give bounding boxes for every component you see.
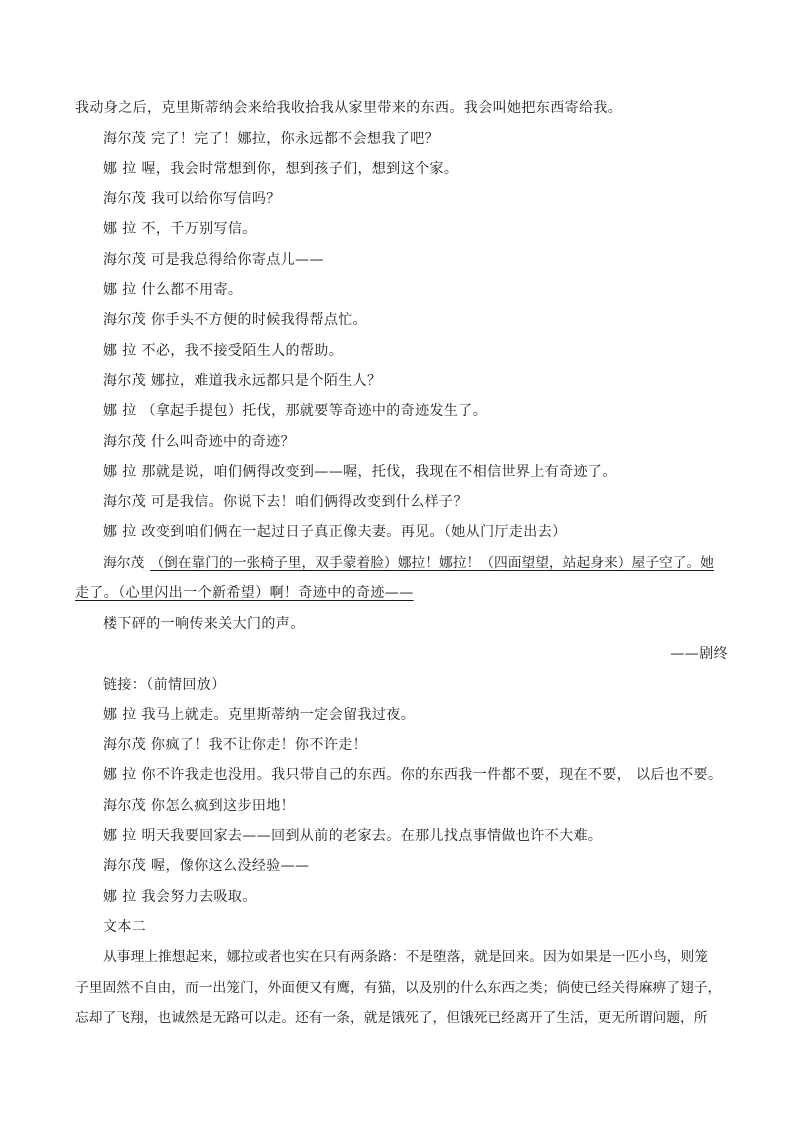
link-dialogue-line: 海尔茂 喔，像你这么没经验—— [103, 858, 310, 874]
stage-direction: 楼下砰的一响传来关大门的声。 [103, 616, 305, 632]
dialogue-line: 海尔茂 可是我信。你说下去！咱们俩得改变到什么样子？ [103, 494, 468, 510]
dialogue-line: 娜 拉 那就是说，咱们俩得改变到——喔，托伐，我现在不相信世界上有奇迹了。 [103, 464, 617, 480]
dialogue-line: 海尔茂 完了！完了！娜拉，你永远都不会想我了吧？ [103, 131, 440, 147]
dialogue-line: 海尔茂 可是我总得给你寄点儿—— [103, 252, 324, 268]
link-heading: 链接：（前情回放） [103, 677, 226, 693]
underlined-text: 走了。（心里闪出一个新希望）啊！奇迹中的奇迹—— [75, 585, 414, 601]
section-heading: 文本二 [103, 919, 147, 935]
essay-line: 忘却了飞翔，也诚然是无路可以走。还有一条，就是饿死了，但饿死已经离开了生活，更无所谓问题，所 [75, 1010, 708, 1026]
essay-line: 从事理上推想起来，娜拉或者也实在只有两条路：不是堕落，就是回来。因为如果是一匹小鸟，则笼 [103, 949, 709, 965]
dialogue-line: 我动身之后，克里斯蒂纳会来给我收拾我从家里带来的东西。我会叫她把东西寄给我。 [75, 100, 623, 116]
dialogue-line: 海尔茂 娜拉，难道我永远都只是个陌生人？ [103, 373, 382, 389]
dialogue-line: 娜 拉 喔，我会时常想到你，想到孩子们，想到这个家。 [103, 161, 459, 177]
speaker-name: 海尔茂 [103, 555, 145, 571]
dialogue-line: 娜 拉 不必，我不接受陌生人的帮助。 [103, 343, 344, 359]
link-dialogue-line: 娜 拉 明天我要回家去——回到从前的老家去。在那儿找点事情做也许不大难。 [103, 828, 603, 844]
dialogue-line: 娜 拉 （拿起手提包）托伐，那就要等奇迹中的奇迹发生了。 [103, 403, 488, 419]
essay-line: 子里固然不自由，而一出笼门，外面便又有鹰，有猫，以及别的什么东西之类；倘使已经关得麻痹了翅子， [75, 980, 722, 996]
link-dialogue-line: 娜 拉 你不许我走也没用。我只带自己的东西。你的东西我一件都不要，现在不要， 以后也不要。 [103, 767, 723, 783]
end-mark: ——剧终 [670, 646, 728, 662]
link-dialogue-line: 娜 拉 我会努力去吸取。 [103, 889, 257, 905]
underlined-text: （倒在靠门的一张椅子里，双手蒙着脸）娜拉！娜拉！（四面望望，站起身来）屋子空了。她 [150, 555, 715, 571]
link-dialogue-line: 海尔茂 你疯了！我不让你走！你不许走！ [103, 737, 368, 753]
dialogue-line: 海尔茂 我可以给你写信吗？ [103, 191, 281, 207]
dialogue-line: 海尔茂 什么叫奇迹中的奇迹？ [103, 434, 296, 450]
link-dialogue-line: 海尔茂 你怎么疯到这步田地！ [103, 798, 296, 814]
link-dialogue-line: 娜 拉 我马上就走。克里斯蒂纳一定会留我过夜。 [103, 707, 416, 723]
dialogue-line: 娜 拉 不，千万别写信。 [103, 221, 257, 237]
underlined-dialogue-line [103, 553, 730, 573]
dialogue-line: 娜 拉 改变到咱们俩在一起过日子真正像夫妻。再见。（她从门厅走出去） [103, 524, 567, 540]
dialogue-line: 娜 拉 什么都不用寄。 [103, 282, 243, 298]
underlined-dialogue-line [75, 583, 730, 603]
dialogue-line: 海尔茂 你手头不方便的时候我得帮点忙。 [103, 312, 368, 328]
